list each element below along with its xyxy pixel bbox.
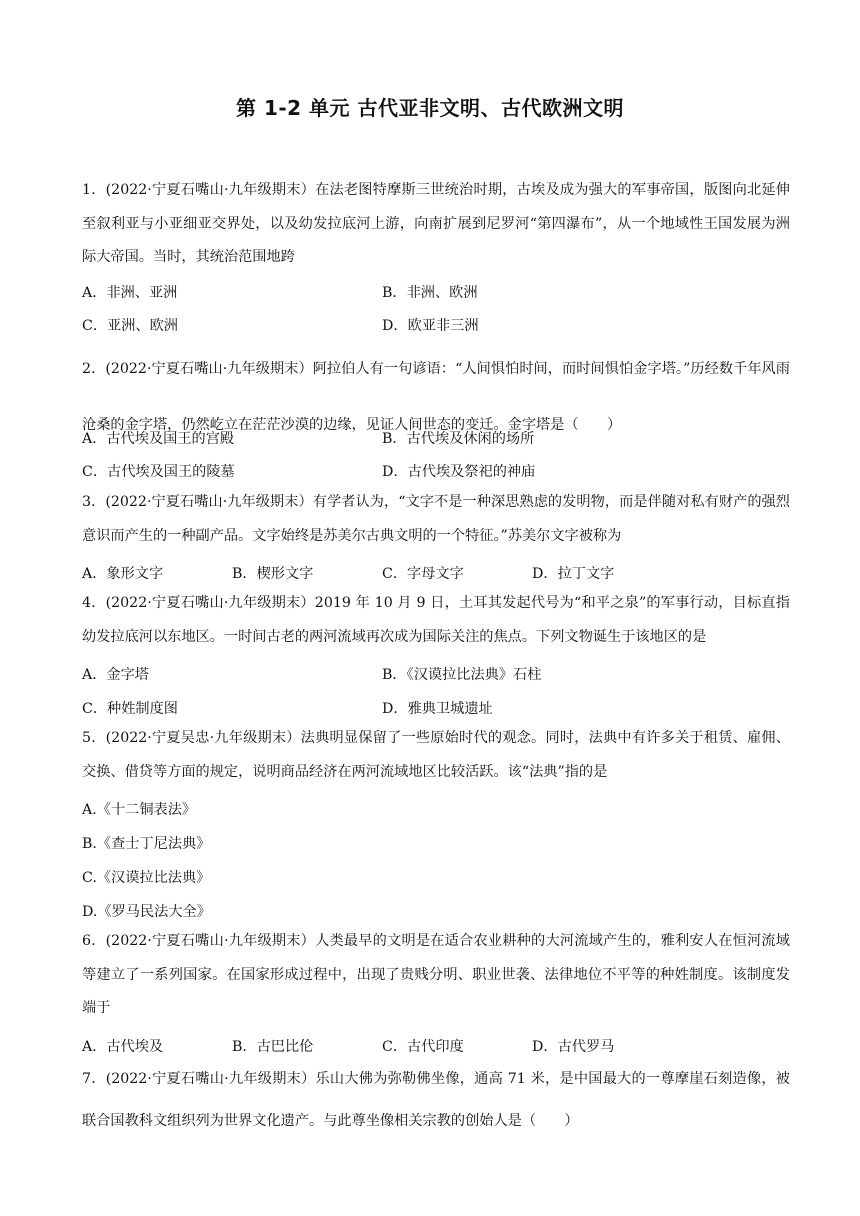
question-6-option-b: B．古巴比伦 (232, 1039, 314, 1055)
question-3-option-a: A．象形文字 (82, 566, 164, 582)
question-2-option-a: A．古代埃及国王的宫殿 (82, 431, 235, 447)
question-5-stem: 5．(2022·宁夏吴忠·九年级期末）法典明显保留了一些原始时代的观念。同时，法典中有许多关于租赁、雇佣、交换、借贷等方面的规定，说明商品经济在两河流域地区比较活跃。该“法典”指的是 (82, 730, 790, 780)
question-3-option-b: B．楔形文字 (232, 566, 314, 582)
question-1-option-a: A．非洲、亚洲 (82, 285, 178, 301)
question-3-stem: 3．(2022·宁夏石嘴山·九年级期末）有学者认为，“文字不是一种深思熟虑的发明物，而是伴随对私有财产的强烈意识而产生的一种副产品。文字始终是苏美尔古典文明的一个特征。”苏美尔文字被称为 (82, 494, 790, 544)
question-6-option-a: A．古代埃及 (82, 1039, 164, 1055)
question-2-option-d: D．古代埃及祭祀的神庙 (382, 464, 536, 480)
question-2-option-c: C．古代埃及国王的陵墓 (82, 464, 235, 480)
question-6-option-d: D．古代罗马 (532, 1039, 615, 1055)
question-6-stem: 6．(2022·宁夏石嘴山·九年级期末）人类最早的文明是在适合农业耕种的大河流域产生的，雅利安人在恒河流域等建立了一系列国家。在国家形成过程中，出现了贵贱分明、职业世袭、法律地位不平等的种姓制度。该制度发端于 (82, 933, 790, 1016)
question-2-stem: 2．(2022·宁夏石嘴山·九年级期末）阿拉伯人有一句谚语：“人间惧怕时间，而时间惧怕金字塔。”历经数千年风雨沧桑的金字塔，仍然屹立在茫茫沙漠的边缘，见证人间世态的变迁。金字塔是（ ） (82, 361, 790, 433)
question-1-option-c: C．亚洲、欧洲 (82, 318, 178, 334)
question-4-option-d: D．雅典卫城遗址 (382, 701, 493, 717)
question-1-option-d: D．欧亚非三洲 (382, 318, 479, 334)
question-3-option-c: C．字母文字 (382, 566, 464, 582)
page-title: 第 1-2 单元 古代亚非文明、古代欧洲文明 (235, 96, 625, 120)
question-5-option-a: A.《十二铜表法》 (82, 802, 197, 818)
question-4-option-a: A．金字塔 (82, 667, 149, 683)
question-5-option-b: B.《查士丁尼法典》 (82, 836, 211, 852)
question-4-option-c: C．种姓制度图 (82, 701, 178, 717)
question-5-option-d: D.《罗马民法大全》 (82, 904, 211, 920)
question-6-option-c: C．古代印度 (382, 1039, 464, 1055)
question-7-stem: 7．(2022·宁夏石嘴山·九年级期末）乐山大佛为弥勒佛坐像，通高 71 米，是中国最大的一尊摩崖石刻造像，被联合国教科文组织列为世界文化遗产。与此尊坐像相关宗教的创始人是（ ） (82, 1071, 790, 1129)
question-4-option-b: B．《汉谟拉比法典》石柱 (382, 667, 542, 683)
question-2-option-b: B．古代埃及休闲的场所 (382, 431, 535, 447)
question-4-stem: 4．(2022·宁夏石嘴山·九年级期末）2019 年 10 月 9 日，土耳其发起代号为“和平之泉”的军事行动，目标直指幼发拉底河以东地区。一时间古老的两河流域再次成为国际关注的焦点。下列文物诞生于该地区的是 (82, 595, 790, 645)
question-3-option-d: D．拉丁文字 (532, 566, 615, 582)
question-1-option-b: B．非洲、欧洲 (382, 285, 478, 301)
question-5-option-c: C.《汉谟拉比法典》 (82, 870, 211, 886)
question-1-stem: 1．(2022·宁夏石嘴山·九年级期末）在法老图特摩斯三世统治时期，古埃及成为强大的军事帝国，版图向北延伸至叙利亚与小亚细亚交界处，以及幼发拉底河上游，向南扩展到尼罗河“第四瀑布”，从一个地域性王国发展为洲际大帝国。当时，其统治范围地跨 (82, 182, 790, 265)
